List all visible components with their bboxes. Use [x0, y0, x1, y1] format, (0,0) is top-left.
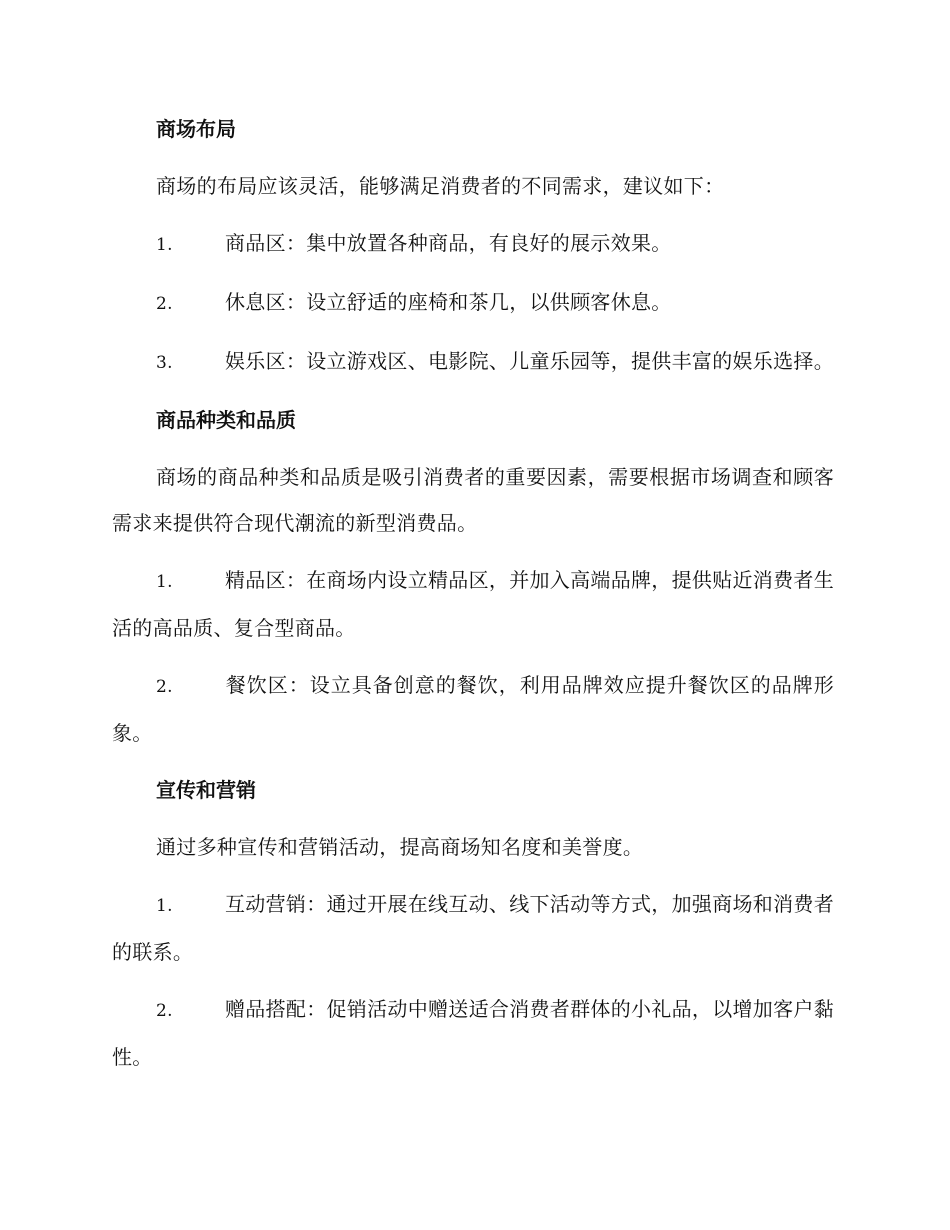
list-number: 2.: [156, 1001, 173, 1021]
list-number: 2.: [156, 677, 173, 697]
list-text: 餐饮区：设立具备创意的餐饮，利用品牌效应提升餐饮区的品牌形象。: [112, 673, 834, 745]
list-item: [112, 881, 834, 975]
list-item: [112, 662, 834, 756]
list-text: 赠品搭配：促销活动中赠送适合消费者群体的小礼品，以增加客户黏性。: [112, 997, 834, 1069]
list-item: [112, 986, 834, 1080]
section-product-variety: [112, 397, 834, 756]
section-heading: 商品种类和品质: [156, 408, 296, 432]
list-number: 3.: [156, 353, 173, 373]
list-item: [112, 279, 834, 327]
section-intro: 商场的布局应该灵活，能够满足消费者的不同需求，建议如下：: [156, 174, 725, 198]
list-text: 互动营销：通过开展在线互动、线下活动等方式，加强商场和消费者的联系。: [112, 892, 834, 964]
section-heading: 宣传和营销: [156, 778, 256, 802]
list-text: 精品区：在商场内设立精品区，并加入高端品牌，提供贴近消费者生活的高品质、复合型商品。: [112, 568, 834, 640]
section-mall-layout: [112, 106, 834, 386]
section-intro: 通过多种宣传和营销活动，提高商场知名度和美誉度。: [156, 835, 644, 859]
section-marketing: [112, 767, 834, 1080]
list-text: 娱乐区：设立游戏区、电影院、儿童乐园等，提供丰富的娱乐选择。: [225, 349, 834, 373]
list-number: 1.: [156, 572, 173, 592]
section-intro: 商场的商品种类和品质是吸引消费者的重要因素，需要根据市场调查和顾客需求来提供符合现代潮流的新型消费品。: [112, 465, 834, 535]
list-number: 1.: [156, 235, 173, 255]
document-page: [112, 106, 834, 1091]
list-item: [112, 338, 834, 386]
list-number: 2.: [156, 294, 173, 314]
list-text: 休息区：设立舒适的座椅和茶几，以供顾客休息。: [225, 290, 672, 314]
list-item: [112, 557, 834, 651]
section-heading: 商场布局: [156, 117, 236, 141]
list-text: 商品区：集中放置各种商品，有良好的展示效果。: [225, 231, 672, 255]
list-item: [112, 220, 834, 268]
list-number: 1.: [156, 896, 173, 916]
